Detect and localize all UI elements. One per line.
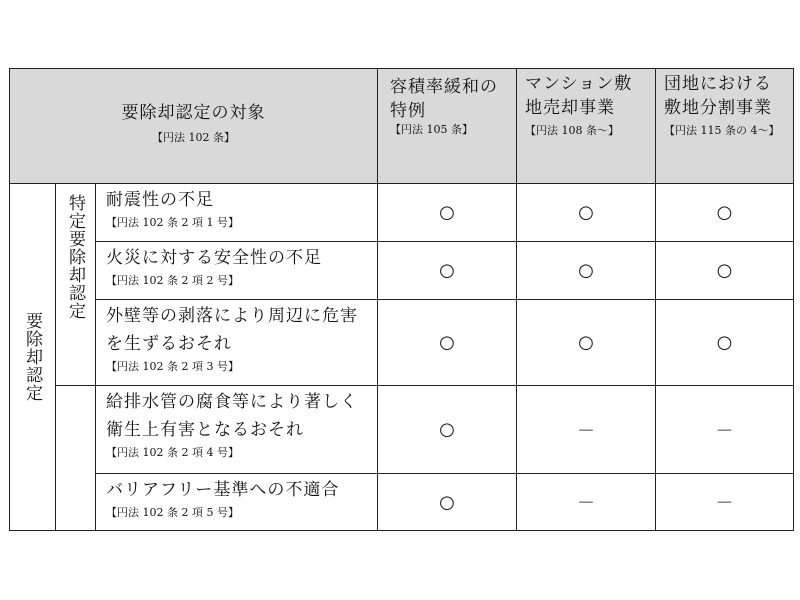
header-column-site-sale: [517, 69, 656, 184]
mark-cell: ○: [517, 242, 656, 300]
row-label-cell: [96, 474, 378, 531]
row-ref: 【円法 102 条 2 項 3 号】: [106, 360, 239, 373]
header-column-ref: 【円法 105 条】: [390, 123, 473, 136]
mark-cell: －: [517, 474, 656, 531]
header-column-label: 容積率緩和の特例: [390, 77, 498, 121]
mark-cell: ○: [378, 300, 517, 386]
group-outer-cell: [10, 184, 56, 531]
header-column-far-relief: [378, 69, 517, 184]
row-label-cell: [96, 300, 378, 386]
header-target-label: 要除却認定の対象: [121, 103, 266, 123]
row-label-cell: [96, 184, 378, 242]
row-ref: 【円法 102 条 2 項 4 号】: [106, 446, 239, 459]
row-label-cell: [96, 242, 378, 300]
row-label: 外壁等の剥落により周辺に危害を生ずるおそれ: [106, 306, 358, 354]
header-column-label: マンション敷地売却事業: [525, 74, 633, 118]
mark-cell: ○: [517, 184, 656, 242]
header-target-cell: [10, 69, 378, 184]
row-label: 耐震性の不足: [106, 190, 214, 210]
mark-cell: ○: [378, 242, 517, 300]
mark-cell: ○: [378, 474, 517, 531]
group-inner-cell: [56, 184, 96, 386]
comparison-table: [9, 68, 794, 531]
mark-cell: ○: [517, 300, 656, 386]
mark-cell: ○: [656, 300, 794, 386]
mark-cell: ○: [378, 184, 517, 242]
mark-cell: －: [656, 474, 794, 531]
mark-cell: －: [517, 386, 656, 474]
group-inner-empty-cell: [56, 386, 96, 531]
row-label-cell: [96, 386, 378, 474]
row-ref: 【円法 102 条 2 項 5 号】: [106, 506, 239, 519]
row-ref: 【円法 102 条 2 項 2 号】: [106, 274, 239, 287]
group-inner-label: 特定要除却認定: [65, 194, 85, 320]
group-outer-label: 要除却認定: [22, 312, 42, 402]
row-label: 給排水管の腐食等により著しく衛生上有害となるおそれ: [106, 392, 358, 440]
header-target-ref: 【円法 102 条】: [152, 131, 235, 144]
mark-cell: ○: [656, 184, 794, 242]
header-column-ref: 【円法 115 条の 4〜】: [664, 124, 780, 137]
mark-cell: －: [656, 386, 794, 474]
row-label: バリアフリー基準への不適合: [106, 480, 340, 500]
row-label: 火災に対する安全性の不足: [106, 248, 322, 268]
mark-cell: ○: [378, 386, 517, 474]
header-column-label: 団地における敷地分割事業: [664, 74, 772, 118]
header-column-ref: 【円法 108 条〜】: [525, 124, 619, 137]
row-ref: 【円法 102 条 2 項 1 号】: [106, 216, 239, 229]
header-column-site-division: [656, 69, 794, 184]
mark-cell: ○: [656, 242, 794, 300]
